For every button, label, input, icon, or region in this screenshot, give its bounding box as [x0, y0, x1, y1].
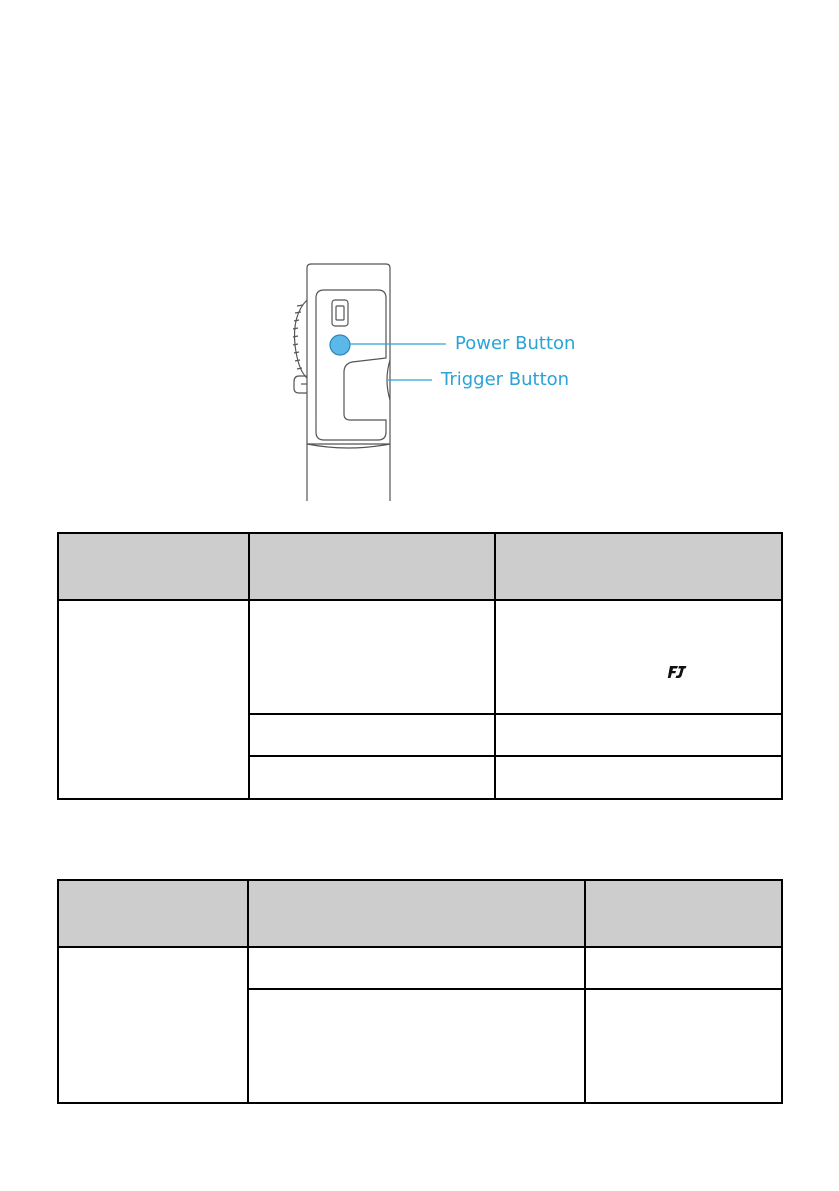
- table-cell: [249, 756, 495, 799]
- table-header-cell: [58, 533, 249, 600]
- table-cell: [248, 947, 585, 989]
- feiyu-logo-icon: [667, 664, 689, 680]
- table-cell: [58, 947, 248, 1103]
- trigger-button-function-table: [57, 879, 783, 1104]
- table-cell: [248, 989, 585, 1103]
- usb-port-icon: [332, 300, 348, 326]
- power-button-icon: [330, 335, 350, 355]
- table-cell: [585, 989, 782, 1103]
- trigger-button-label: Trigger Button: [441, 369, 570, 390]
- table-header-cell: [495, 533, 782, 600]
- table-header-cell: [248, 880, 585, 947]
- gimbal-handle-drawing: [0, 0, 839, 520]
- table-row: [58, 600, 782, 714]
- table-cell: [585, 947, 782, 989]
- table-header-row: [58, 880, 782, 947]
- table-cell: [495, 600, 782, 714]
- table-header-row: [58, 533, 782, 600]
- table-header-cell: [58, 880, 248, 947]
- device-illustration: [0, 0, 839, 520]
- table-cell: [249, 600, 495, 714]
- table-header-cell: [585, 880, 782, 947]
- table-cell: [249, 714, 495, 756]
- table-cell: [495, 714, 782, 756]
- table-cell: [58, 600, 249, 799]
- power-button-label: Power Button: [455, 333, 576, 354]
- table-header-cell: [249, 533, 495, 600]
- table-row: [58, 947, 782, 989]
- table-cell: [495, 756, 782, 799]
- power-button-function-table: [57, 532, 783, 800]
